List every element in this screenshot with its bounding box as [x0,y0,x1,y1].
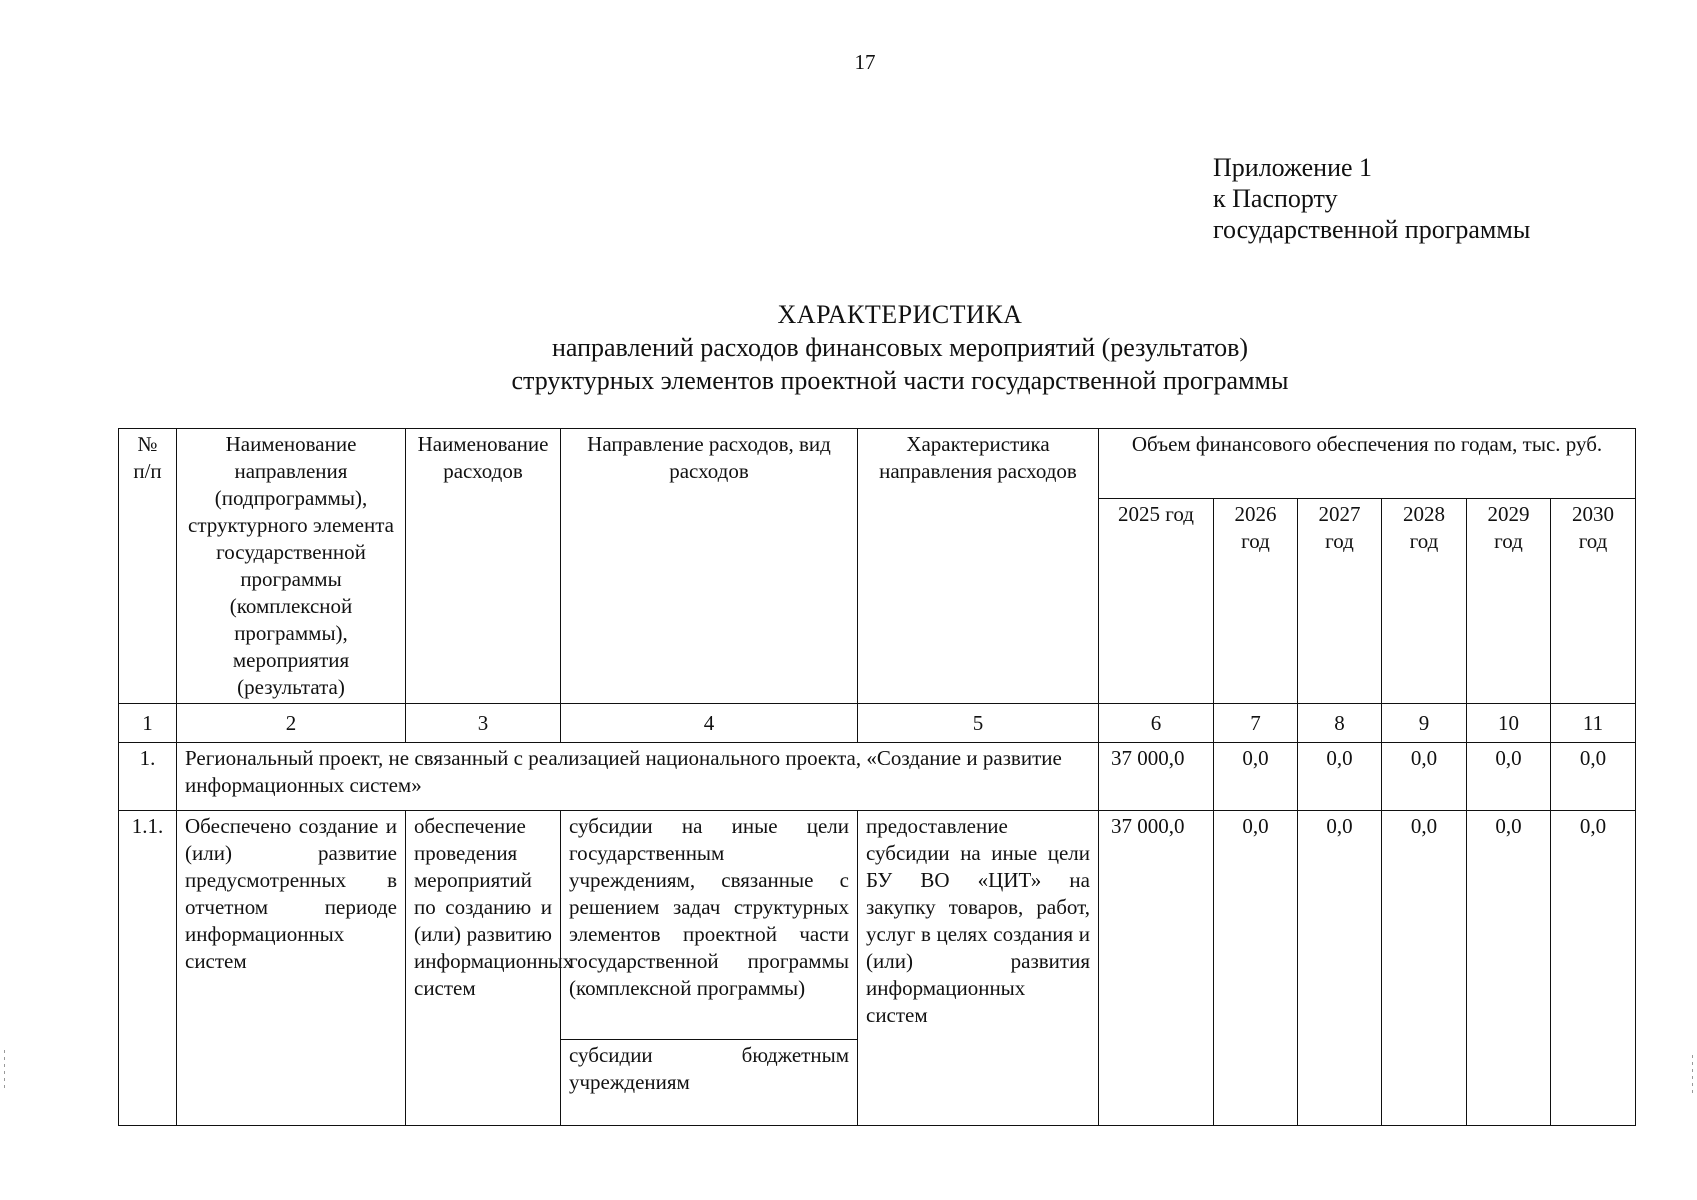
title-line-3: структурных элементов проектной части государственной программы [511,366,1289,395]
value-2030: 0,0 [1551,811,1636,1126]
column-numbers-row [119,704,1636,743]
header-characteristic: Характеристика направления расходов [858,429,1099,704]
appendix-block [1213,152,1530,245]
column-number: 9 [1382,704,1467,743]
project-name: Региональный проект, не связанный с реализацией национального проекта, «Создание и развитие информационных систем» [177,743,1099,811]
value-2025: 37 000,0 [1099,811,1214,1126]
column-number: 3 [406,704,561,743]
appendix-line-3: государственной программы [1213,215,1531,244]
header-year-2028: 2028 год [1382,498,1467,703]
value-2028: 0,0 [1382,811,1467,1126]
scan-edge-mark [1692,1055,1693,1095]
expense-directions [561,811,858,1126]
scan-edge-mark [4,1050,5,1090]
title-line-2: направлений расходов финансовых мероприятий (результатов) [551,333,1249,362]
table-row [119,743,1636,811]
expense-direction-item: субсидии бюджетным учреждениям [561,1039,857,1098]
value-2029: 0,0 [1467,743,1551,811]
header-expense-direction: Направление расходов, вид расходов [561,429,858,704]
column-number: 11 [1551,704,1636,743]
value-2026: 0,0 [1214,811,1298,1126]
column-number: 7 [1214,704,1298,743]
value-2027: 0,0 [1298,811,1382,1126]
column-number: 8 [1298,704,1382,743]
header-year-2027: 2027 год [1298,498,1382,703]
value-2027: 0,0 [1298,743,1382,811]
header-year-2026: 2026 год [1214,498,1298,703]
column-number: 4 [561,704,858,743]
appendix-line-2: к Паспорту [1213,184,1338,213]
header-expense-name: Наименование расходов [406,429,561,704]
header-year-2029: 2029 год [1467,498,1551,703]
expense-name: обеспечение проведения мероприятий по созданию и (или) развитию информационных систем [406,811,561,1126]
appendix-line-1: Приложение 1 [1213,153,1373,182]
value-2028: 0,0 [1382,743,1467,811]
column-number: 6 [1099,704,1214,743]
expense-characteristic: предоставление субсидии на иные цели БУ ВО «ЦИТ» на закупку товаров, работ, услуг в целях создания и (или) развития информационных систем [858,811,1099,1126]
header-year-2025: 2025 год [1099,498,1214,703]
header-direction-name: Наименование направления (подпрограммы), структурного элемента государственной программы (комплексной программы), мероприятия (результата) [177,429,406,704]
expense-direction-item: субсидии на иные цели государственным учреждениям, связанные с решением задач структурных элементов проектной части государственной программы (комплексной программы) [569,814,849,1000]
expenses-table [118,428,1636,1126]
row-number: 1.1. [119,811,177,1126]
title-main: ХАРАКТЕРИСТИКА [777,300,1023,329]
header-volume: Объем финансового обеспечения по годам, тыс. руб. [1099,429,1636,499]
header-row [119,429,1636,499]
table-row [119,811,1636,1126]
document-title [0,298,1697,397]
column-number: 10 [1467,704,1551,743]
column-number: 2 [177,704,406,743]
value-2030: 0,0 [1551,743,1636,811]
row-number: 1. [119,743,177,811]
value-2026: 0,0 [1214,743,1298,811]
header-year-2030: 2030 год [1551,498,1636,703]
value-2029: 0,0 [1467,811,1551,1126]
value-2025: 37 000,0 [1099,743,1214,811]
column-number: 5 [858,704,1099,743]
result-name: Обеспечено создание и (или) развитие предусмотренных в отчетном периоде информационных систем [177,811,406,1126]
column-number: 1 [119,704,177,743]
header-num: № п/п [119,429,177,704]
page-number: 17 [854,50,876,74]
